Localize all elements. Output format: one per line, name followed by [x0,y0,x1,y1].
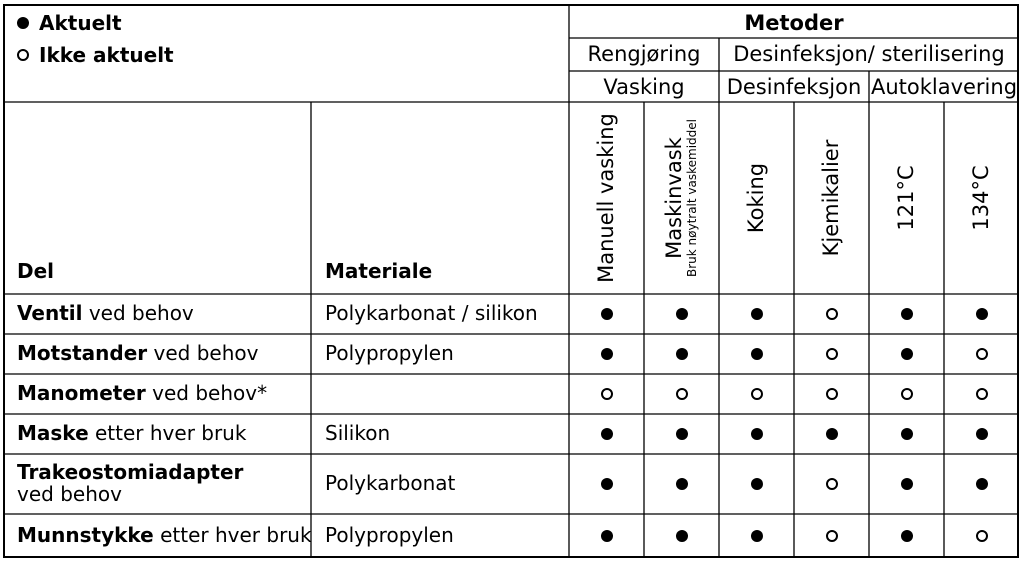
row-part-name [17,343,258,363]
filled-dot-icon [676,478,688,490]
row-part-name [17,383,267,403]
part-name: Maske [17,421,89,445]
method-column-header [662,108,702,288]
row-material: Silikon [325,421,391,445]
filled-dot-icon [901,530,913,542]
method-label: Koking [743,162,768,234]
part-name: Manometer [17,381,146,405]
methods-table [3,4,1019,558]
filled-dot-icon [676,428,688,440]
part-note: etter hver bruk [153,523,312,547]
part-name: Motstander [17,341,148,365]
method-column-header [969,108,995,288]
part-name: Munnstykke [17,523,154,547]
filled-dot-icon [751,348,763,360]
row-part-name [17,525,312,545]
column-header-material: Materiale [325,259,433,283]
row-material: Polykarbonat [325,471,456,495]
row-part-name [17,423,246,443]
method-label: 134°C [968,165,993,231]
method-label: Maskinvask [661,137,686,259]
row-material: Polypropylen [325,341,454,365]
filled-dot-icon [901,308,913,320]
header-cleaning: Rengjøring [587,42,701,66]
legend-active-label: Aktuelt [39,11,122,35]
filled-dot-icon [601,530,613,542]
method-label: Kjemikalier [818,139,843,257]
filled-dot-icon [976,478,988,490]
row-part-name [17,461,243,505]
part-note: ved behov [17,482,122,506]
hollow-dot-icon [17,49,29,61]
method-column-header [894,108,920,288]
part-note: ved behov* [145,381,268,405]
hollow-dot-icon [901,388,913,400]
filled-dot-icon [826,428,838,440]
method-label: 121°C [893,165,918,231]
hollow-dot-icon [676,388,688,400]
hollow-dot-icon [826,530,838,542]
header-washing: Vasking [603,75,685,99]
hollow-dot-icon [976,530,988,542]
header-autoclaving: Autoklavering [870,75,1018,99]
filled-dot-icon [976,428,988,440]
legend-inactive-label: Ikke aktuelt [39,43,174,67]
filled-dot-icon [601,478,613,490]
header-disinfection: Desinfeksjon [726,75,862,99]
filled-dot-icon [676,530,688,542]
filled-dot-icon [601,308,613,320]
hollow-dot-icon [976,388,988,400]
legend-active [17,13,122,33]
filled-dot-icon [676,308,688,320]
hollow-dot-icon [751,388,763,400]
part-note: etter hver bruk [88,421,247,445]
method-column-header [819,108,845,288]
column-header-part: Del [17,259,55,283]
filled-dot-icon [751,428,763,440]
row-material: Polykarbonat / silikon [325,301,538,325]
part-note: ved behov [82,301,194,325]
hollow-dot-icon [826,348,838,360]
row-material: Polypropylen [325,523,454,547]
filled-dot-icon [901,428,913,440]
method-column-header [744,108,770,288]
hollow-dot-icon [826,308,838,320]
header-disinfection-sterilization: Desinfeksjon/ sterilisering [733,42,1005,66]
legend-inactive [17,45,174,65]
filled-dot-icon [601,348,613,360]
part-name: Trakeostomiadapter [17,460,244,484]
filled-dot-icon [17,17,29,29]
method-sublabel: Bruk nøytralt vaskemiddel [684,119,699,278]
filled-dot-icon [901,348,913,360]
hollow-dot-icon [826,388,838,400]
part-note: ved behov [147,341,259,365]
filled-dot-icon [976,308,988,320]
method-column-header [594,108,620,288]
hollow-dot-icon [601,388,613,400]
part-name: Ventil [17,301,83,325]
filled-dot-icon [751,478,763,490]
header-methods: Metoder [744,11,844,35]
hollow-dot-icon [976,348,988,360]
filled-dot-icon [751,530,763,542]
method-label: Manuell vasking [593,113,618,283]
filled-dot-icon [676,348,688,360]
filled-dot-icon [751,308,763,320]
row-part-name [17,303,194,323]
hollow-dot-icon [826,478,838,490]
filled-dot-icon [601,428,613,440]
filled-dot-icon [901,478,913,490]
